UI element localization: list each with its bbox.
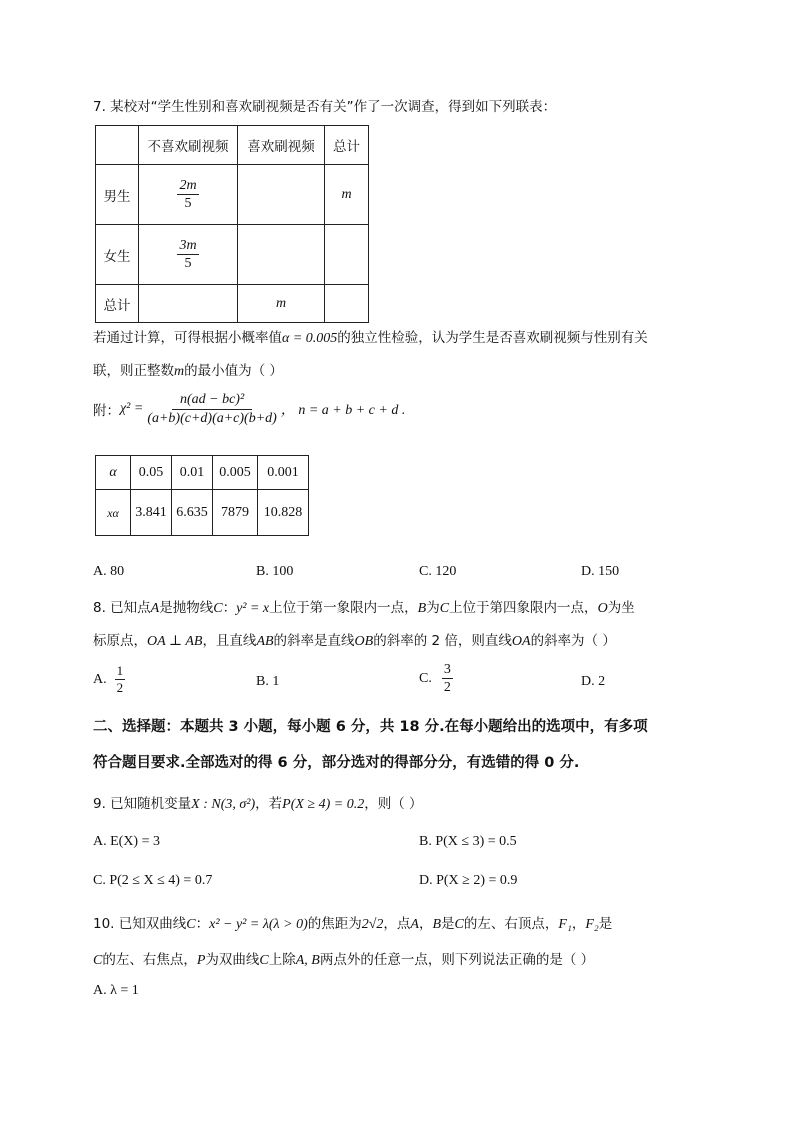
math-C: C (213, 601, 223, 616)
text: 是 (441, 916, 455, 932)
formula-fraction (147, 392, 277, 427)
q8-option-b[interactable]: B. 1 (256, 674, 280, 689)
table-cell: 0.01 (172, 456, 213, 490)
math-B: B (432, 917, 442, 932)
q8-line1 (93, 596, 635, 617)
table-cell: 0.005 (213, 456, 258, 490)
math-C: C (186, 917, 196, 932)
q9-stem (93, 792, 423, 813)
fraction-numerator: 3m (177, 238, 198, 255)
q7-option-d[interactable]: D. 150 (581, 564, 620, 579)
attach-label: 附： (93, 403, 120, 420)
formula-tail: ， n = a + b + c + d . (280, 403, 406, 419)
fraction-numerator: 1 (115, 664, 126, 680)
text: 上位于第一象限内一点， (269, 600, 418, 616)
math-P: P (196, 953, 206, 968)
math-condition: P(X ≥ 4) = 0.2 (282, 797, 365, 812)
q7-option-b[interactable]: B. 100 (256, 564, 294, 579)
text: ，且直线 (202, 633, 257, 649)
text: 若通过计算，可得根据小概率值 (93, 330, 282, 346)
critical-value-table (95, 455, 309, 536)
math-OA: OA (511, 634, 531, 649)
q10-line1 (93, 912, 612, 933)
q9-option-c[interactable]: C. P(2 ≤ X ≤ 4) = 0.7 (93, 873, 213, 888)
table-header-cell: 喜欢刷视频 (238, 126, 325, 165)
text: 的最小值为（ ） (184, 363, 283, 379)
math-B: B (417, 601, 427, 616)
table-cell (139, 165, 238, 225)
text: 是抛物线 (159, 600, 214, 616)
q7-stem: 7. 某校对“学生性别和喜欢刷视频是否有关”作了一次调查，得到如下列联表： (93, 99, 557, 115)
text: 的斜率为（ ） (530, 633, 616, 649)
fraction-denominator: 2 (443, 680, 451, 696)
text: ，若 (255, 796, 283, 812)
text: ，点 (383, 916, 411, 932)
math-AB: A, B (295, 953, 320, 968)
q8-option-a[interactable] (93, 664, 125, 696)
q10-line2 (93, 948, 594, 969)
table-cell: 0.001 (258, 456, 309, 490)
text: 9. 已知随机变量 (93, 796, 192, 812)
table-header-cell: 总计 (325, 126, 369, 165)
table-cell (325, 285, 369, 323)
table-cell (325, 225, 369, 285)
math-distribution: X : N(3, σ²) (191, 797, 256, 812)
text: 的左、右顶点， (463, 916, 559, 932)
math-C: C (454, 917, 464, 932)
fraction-denominator: 5 (184, 196, 192, 211)
row-label: 男生 (96, 165, 139, 225)
q7-option-a[interactable]: A. 80 (93, 564, 125, 579)
math-perp: OA ⊥ AB (147, 634, 203, 649)
math-parabola: y² = x (236, 601, 270, 616)
math-alpha: α = 0.005 (282, 331, 338, 346)
cell-value: m (275, 296, 287, 311)
fraction-denominator: 5 (184, 256, 192, 271)
text: 为双曲线 (205, 952, 260, 968)
row-label: 总计 (96, 285, 139, 323)
text: ： (222, 600, 237, 616)
option-label: A. (93, 671, 107, 687)
q7-line2 (93, 326, 648, 347)
math-m: m (174, 364, 185, 379)
text: 10. 已知双曲线 (93, 916, 187, 932)
text: 联，则正整数 (93, 363, 174, 379)
q8-option-c[interactable] (419, 662, 453, 696)
math-F2: F₂ (585, 917, 599, 932)
fraction-denominator: 2 (116, 680, 124, 696)
table-cell: 6.635 (172, 490, 213, 536)
q9-option-a[interactable]: A. E(X) = 3 (93, 834, 160, 849)
table-cell (238, 285, 325, 323)
text: 8. 已知点 (93, 600, 151, 616)
contingency-table (95, 125, 369, 323)
text: 的焦距为 (307, 916, 362, 932)
table-cell: 0.05 (131, 456, 172, 490)
section2-heading-line2: 符合题目要求.全部选对的得 6 分，部分选对的得部分分，有选错的得 0 分. (93, 755, 580, 771)
q7-line3 (93, 359, 283, 380)
text: 两点外的任意一点，则下列说法正确的是（ ） (319, 952, 595, 968)
table-header-cell: 不喜欢刷视频 (139, 126, 238, 165)
math-A: A (150, 601, 160, 616)
table-cell (139, 225, 238, 285)
text: ： (195, 916, 210, 932)
fraction-numerator: 2m (177, 178, 198, 195)
q8-option-d[interactable]: D. 2 (581, 674, 606, 689)
math-A: A (410, 917, 419, 932)
text: 的独立性检验，认为学生是否喜欢刷视频与性别有关 (337, 330, 648, 346)
fraction-numerator: 3 (442, 662, 453, 679)
text: 标原点， (93, 633, 147, 649)
text: ，则（ ） (364, 796, 423, 812)
option-label: C. (419, 670, 432, 686)
table-cell: 7879 (213, 490, 258, 536)
chi-square-formula (93, 392, 405, 427)
text: 的左、右焦点， (102, 952, 197, 968)
row-label: 女生 (96, 225, 139, 285)
table-cell (139, 285, 238, 323)
math-O: O (597, 601, 608, 616)
table-cell (238, 225, 325, 285)
math-OB: OB (354, 634, 374, 649)
text: 为坐 (607, 600, 635, 616)
text: 是 (598, 916, 613, 932)
math-F1: F₁ (558, 917, 572, 932)
text: 的斜率是直线 (273, 633, 355, 649)
cell-value: m (341, 187, 352, 202)
text: 的斜率的 2 倍，则直线 (373, 633, 512, 649)
text: ， (571, 916, 586, 932)
math-focal-length: 2√2 (361, 917, 384, 932)
table-cell (238, 165, 325, 225)
math-C: C (439, 601, 450, 616)
alpha-label: α (109, 465, 117, 480)
math-hyperbola: x² − y² = λ(λ > 0) (209, 917, 308, 932)
x-alpha-label: xα (107, 505, 119, 520)
q10-option-a[interactable]: A. λ = 1 (93, 983, 139, 998)
math-C: C (93, 953, 103, 968)
table-cell (325, 165, 369, 225)
table-cell: 3.841 (131, 490, 172, 536)
text: 为 (426, 600, 440, 616)
math-AB: AB (256, 634, 274, 649)
table-header-cell (96, 126, 139, 165)
formula-lhs: χ² = (120, 401, 144, 417)
formula-denominator: (a+b)(c+d)(a+c)(b+d) (147, 411, 277, 427)
q7-option-c[interactable]: C. 120 (419, 564, 457, 579)
text: ， (418, 916, 433, 932)
q9-option-d[interactable]: D. P(X ≥ 2) = 0.9 (419, 873, 518, 888)
table-cell: 10.828 (258, 490, 309, 536)
math-C: C (259, 953, 269, 968)
text: 上位于第四象限内一点， (449, 600, 598, 616)
q9-option-b[interactable]: B. P(X ≤ 3) = 0.5 (419, 834, 517, 849)
q8-line2 (93, 629, 616, 650)
text: 上除 (268, 952, 296, 968)
formula-numerator: n(ad − bc)² (172, 392, 252, 410)
section2-heading-line1: 二、选择题：本题共 3 小题，每小题 6 分，共 18 分.在每小题给出的选项中，有多项 (93, 719, 648, 735)
